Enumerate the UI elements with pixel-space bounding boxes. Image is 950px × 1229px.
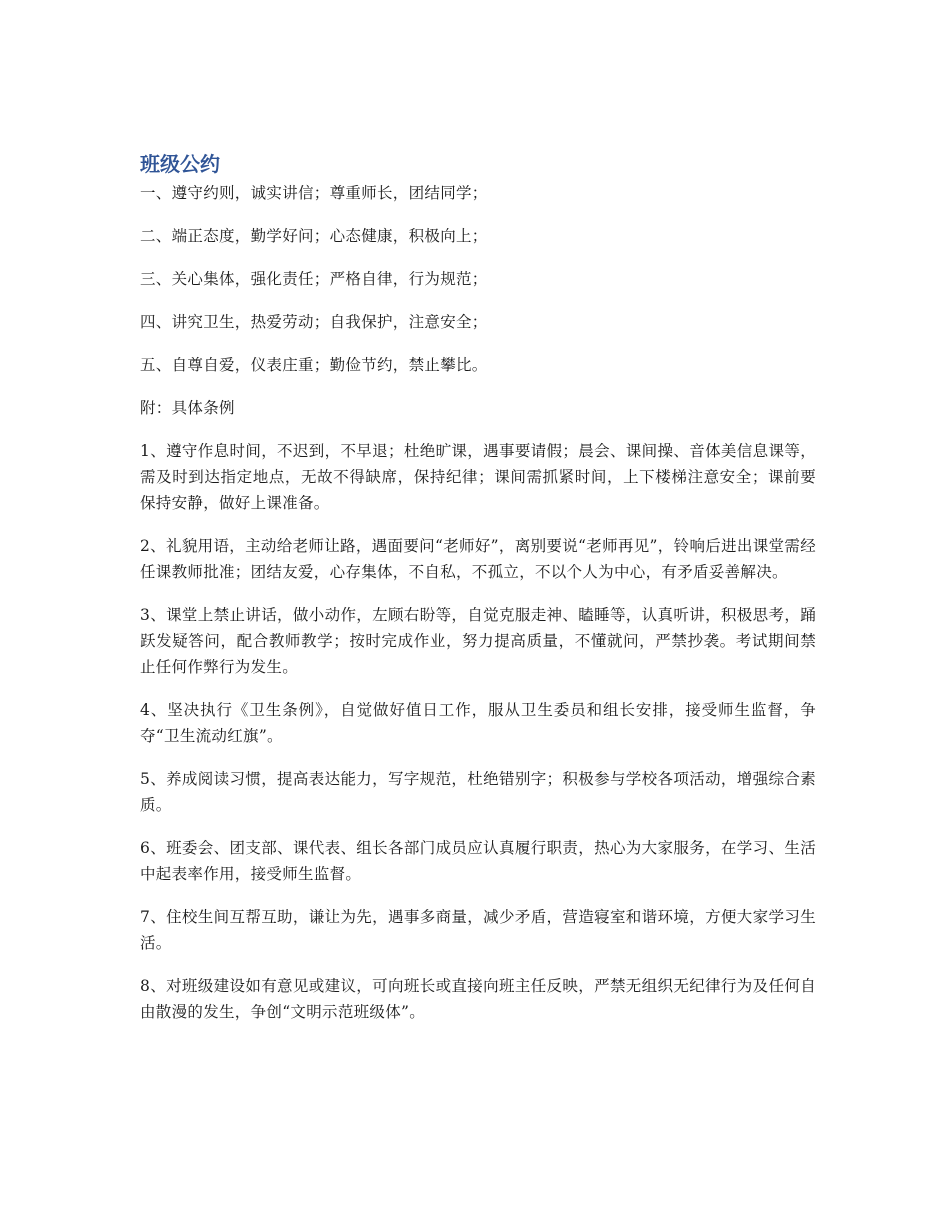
document-title: 班级公约: [140, 152, 220, 176]
rule-8: 8、对班级建设如有意见或建议，可向班长或直接向班主任反映，严禁无组织无纪律行为及任何自由散漫的发生，争创“文明示范班级体”。: [140, 977, 816, 1021]
document-page: [140, 150, 816, 1042]
rule-7: 7、住校生间互帮互助，谦让为先，遇事多商量，减少矛盾，营造寝室和谐环境，方便大家学习生活。: [140, 908, 816, 952]
rule-6: 6、班委会、团支部、课代表、组长各部门成员应认真履行职责，热心为大家服务，在学习、生活中起表率作用，接受师生监督。: [140, 839, 816, 883]
rule-2: 2、礼貌用语，主动给老师让路，遇面要问“老师好”，离别要说“老师再见”，铃响后进出课堂需经任课教师批准；团结友爱，心存集体，不自私，不孤立，不以个人为中心，有矛盾妥善解决。: [140, 537, 816, 581]
principle-4: 四、讲究卫生，热爱劳动；自我保护，注意安全；: [140, 313, 488, 331]
principle-5: 五、自尊自爱，仪表庄重；勤俭节约，禁止攀比。: [140, 356, 488, 374]
principle-3: 三、关心集体，强化责任；严格自律，行为规范；: [140, 270, 488, 288]
rule-4: 4、坚决执行《卫生条例》，自觉做好值日工作，服从卫生委员和组长安排，接受师生监督，争夺“卫生流动红旗”。: [140, 701, 816, 745]
principle-1: 一、遵守约则，诚实讲信；尊重师长，团结同学；: [140, 184, 488, 202]
principle-2: 二、端正态度，勤学好问；心态健康，积极向上；: [140, 227, 488, 245]
rule-1: 1、遵守作息时间，不迟到，不早退；杜绝旷课，遇事要请假；晨会、课间操、音体美信息课等，需及时到达指定地点，无故不得缺席，保持纪律；课间需抓紧时间，上下楼梯注意安全；课前要保持安静，做好上课准备。: [140, 442, 816, 512]
appendix-heading: 附：具体条例: [140, 399, 235, 417]
rule-3: 3、课堂上禁止讲话，做小动作，左顾右盼等，自觉克服走神、瞌睡等，认真听讲，积极思考，踊跃发疑答问，配合教师教学；按时完成作业，努力提高质量，不懂就问，严禁抄袭。考试期间禁止任何作弊行为发生。: [140, 606, 816, 676]
rule-5: 5、养成阅读习惯，提高表达能力，写字规范，杜绝错别字；积极参与学校各项活动，增强综合素质。: [140, 770, 816, 814]
